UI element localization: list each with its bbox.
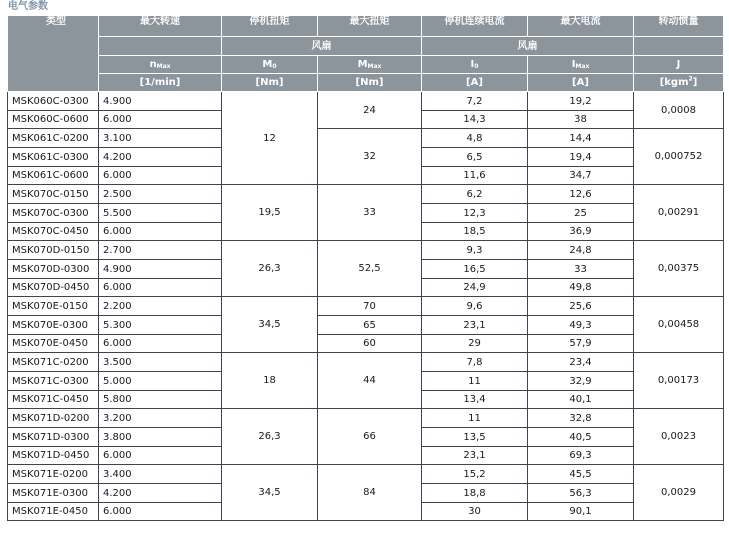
cell-i0: 24,9	[422, 279, 528, 297]
cell-type: MSK071E-0450	[8, 503, 99, 521]
cell-i-max: 56,3	[528, 484, 634, 503]
cell-i0: 11,6	[422, 167, 528, 185]
cell-type: MSK061C-0300	[8, 148, 99, 167]
header-blank	[99, 37, 222, 56]
cell-type: MSK070C-0300	[8, 204, 99, 223]
table-row	[8, 465, 724, 484]
cell-i-max: 34,7	[528, 167, 634, 185]
cell-type: MSK061C-0200	[8, 129, 99, 148]
header-type: 类型	[8, 16, 99, 92]
cell-i-max: 57,9	[528, 335, 634, 353]
cell-n-max: 5.000	[99, 372, 222, 391]
table-row	[8, 335, 724, 353]
table-row	[8, 92, 724, 111]
header-stall-current: 停机连续电流	[422, 16, 528, 37]
cell-type: MSK070D-0150	[8, 241, 99, 260]
cell-type: MSK071C-0200	[8, 353, 99, 372]
unit-n-max: [1/min]	[99, 74, 222, 92]
cell-m-max: 32	[318, 129, 422, 185]
page-title: 电气参数	[8, 1, 48, 12]
cell-i0: 11	[422, 409, 528, 428]
cell-i0: 23,1	[422, 447, 528, 465]
cell-i-max: 69,3	[528, 447, 634, 465]
cell-i0: 23,1	[422, 316, 528, 335]
cell-i-max: 12,6	[528, 185, 634, 204]
cell-i-max: 19,4	[528, 148, 634, 167]
cell-n-max: 6.000	[99, 335, 222, 353]
cell-n-max: 4.200	[99, 484, 222, 503]
cell-i-max: 90,1	[528, 503, 634, 521]
cell-m-max: 65	[318, 316, 422, 335]
cell-i0: 16,5	[422, 260, 528, 279]
cell-m0: 26,3	[222, 241, 318, 297]
cell-m-max: 52,5	[318, 241, 422, 297]
cell-i-max: 40,1	[528, 391, 634, 409]
cell-m-max: 33	[318, 185, 422, 241]
cell-i0: 4,8	[422, 129, 528, 148]
cell-n-max: 2.200	[99, 297, 222, 316]
cell-i0: 18,5	[422, 223, 528, 241]
cell-i0: 9,6	[422, 297, 528, 316]
symbol-n-max: $n_{Max}$	[99, 56, 222, 74]
cell-i0: 30	[422, 503, 528, 521]
cell-type: MSK071D-0300	[8, 428, 99, 447]
cell-m0: 19,5	[222, 185, 318, 241]
unit-m-max: [Nm]	[318, 74, 422, 92]
cell-m0: 26,3	[222, 409, 318, 465]
cell-i-max: 24,8	[528, 241, 634, 260]
cell-type: MSK070D-0300	[8, 260, 99, 279]
cell-i-max: 14,4	[528, 129, 634, 148]
symbol-i-max: $I_{Max}$	[528, 56, 634, 74]
cell-inertia: 0,0008	[634, 92, 724, 129]
header-max-current: 最大电流	[528, 16, 634, 37]
cell-i-max: 40,5	[528, 428, 634, 447]
cell-inertia: 0,00173	[634, 353, 724, 409]
cell-m-max: 84	[318, 465, 422, 521]
symbol-j: J	[634, 56, 724, 74]
cell-m-max: 66	[318, 409, 422, 465]
header-stall-torque: 停机扭矩	[222, 16, 318, 37]
cell-type: MSK071C-0450	[8, 391, 99, 409]
cell-m-max: 60	[318, 335, 422, 353]
cell-inertia: 0,0023	[634, 409, 724, 465]
cell-inertia: 0,00458	[634, 297, 724, 353]
cell-i-max: 33	[528, 260, 634, 279]
cell-i-max: 49,8	[528, 279, 634, 297]
cell-type: MSK060C-0300	[8, 92, 99, 111]
cell-i0: 12,3	[422, 204, 528, 223]
cell-m-max: 24	[318, 92, 422, 129]
cell-n-max: 2.500	[99, 185, 222, 204]
cell-type: MSK060C-0600	[8, 111, 99, 129]
cell-i0: 6,5	[422, 148, 528, 167]
cell-n-max: 6.000	[99, 503, 222, 521]
cell-n-max: 3.200	[99, 409, 222, 428]
cell-inertia: 0,0029	[634, 465, 724, 521]
cell-type: MSK070E-0150	[8, 297, 99, 316]
electrical-parameters-table	[7, 15, 724, 521]
unit-i0: [A]	[422, 74, 528, 92]
cell-m0: 34,5	[222, 465, 318, 521]
cell-i0: 13,5	[422, 428, 528, 447]
cell-type: MSK061C-0600	[8, 167, 99, 185]
cell-type: MSK071D-0450	[8, 447, 99, 465]
cell-n-max: 5.300	[99, 316, 222, 335]
cell-n-max: 2.700	[99, 241, 222, 260]
cell-n-max: 6.000	[99, 167, 222, 185]
cell-type: MSK070E-0450	[8, 335, 99, 353]
cell-i0: 9,3	[422, 241, 528, 260]
cell-n-max: 3.500	[99, 353, 222, 372]
cell-m0: 12	[222, 92, 318, 185]
symbol-i0: $I_0$	[422, 56, 528, 74]
cell-n-max: 5.500	[99, 204, 222, 223]
cell-i-max: 45,5	[528, 465, 634, 484]
cell-type: MSK070C-0150	[8, 185, 99, 204]
table-row	[8, 409, 724, 428]
cell-n-max: 6.000	[99, 223, 222, 241]
symbol-m0: $M_0$	[222, 56, 318, 74]
header-max-torque: 最大扭矩	[318, 16, 422, 37]
cell-i-max: 36,9	[528, 223, 634, 241]
symbol-m-max: $M_{Max}$	[318, 56, 422, 74]
header-inertia: 转动惯量	[634, 16, 724, 37]
cell-n-max: 4.200	[99, 148, 222, 167]
cell-inertia: 0,00291	[634, 185, 724, 241]
cell-i0: 11	[422, 372, 528, 391]
cell-type: MSK071E-0200	[8, 465, 99, 484]
cell-n-max: 3.100	[99, 129, 222, 148]
cell-i-max: 38	[528, 111, 634, 129]
cell-i0: 13,4	[422, 391, 528, 409]
cell-type: MSK070D-0450	[8, 279, 99, 297]
cell-m-max: 70	[318, 297, 422, 316]
table-row	[8, 353, 724, 372]
cell-m0: 18	[222, 353, 318, 409]
cell-type: MSK070E-0300	[8, 316, 99, 335]
cell-i-max: 32,9	[528, 372, 634, 391]
cell-n-max: 5.800	[99, 391, 222, 409]
cell-i0: 15,2	[422, 465, 528, 484]
cell-n-max: 4.900	[99, 260, 222, 279]
unit-m0: [Nm]	[222, 74, 318, 92]
cell-i0: 14,3	[422, 111, 528, 129]
cell-type: MSK071C-0300	[8, 372, 99, 391]
cell-i-max: 49,3	[528, 316, 634, 335]
cell-inertia: 0,000752	[634, 129, 724, 185]
cell-m0: 34,5	[222, 297, 318, 353]
cell-n-max: 6.000	[99, 447, 222, 465]
cell-n-max: 3.400	[99, 465, 222, 484]
header-max-speed: 最大转速	[99, 16, 222, 37]
cell-i-max: 25	[528, 204, 634, 223]
unit-j: [kgm$^2$]	[634, 74, 724, 92]
cell-i0: 7,2	[422, 92, 528, 111]
cell-i-max: 19,2	[528, 92, 634, 111]
cell-i-max: 25,6	[528, 297, 634, 316]
header-blank	[634, 37, 724, 56]
table-row	[8, 297, 724, 316]
header-fan-torque: 风扇	[222, 37, 422, 56]
cell-i0: 7,8	[422, 353, 528, 372]
cell-inertia: 0,00375	[634, 241, 724, 297]
table-row	[8, 185, 724, 204]
table-row	[8, 316, 724, 335]
cell-i0: 29	[422, 335, 528, 353]
cell-i0: 6,2	[422, 185, 528, 204]
cell-type: MSK071D-0200	[8, 409, 99, 428]
cell-m-max: 44	[318, 353, 422, 409]
cell-i0: 18,8	[422, 484, 528, 503]
cell-i-max: 23,4	[528, 353, 634, 372]
cell-i-max: 32,8	[528, 409, 634, 428]
cell-type: MSK071E-0300	[8, 484, 99, 503]
cell-type: MSK070C-0450	[8, 223, 99, 241]
unit-i-max: [A]	[528, 74, 634, 92]
table-row	[8, 241, 724, 260]
cell-n-max: 4.900	[99, 92, 222, 111]
cell-n-max: 3.800	[99, 428, 222, 447]
cell-n-max: 6.000	[99, 279, 222, 297]
cell-n-max: 6.000	[99, 111, 222, 129]
header-fan-current: 风扇	[422, 37, 634, 56]
table-row	[8, 129, 724, 148]
